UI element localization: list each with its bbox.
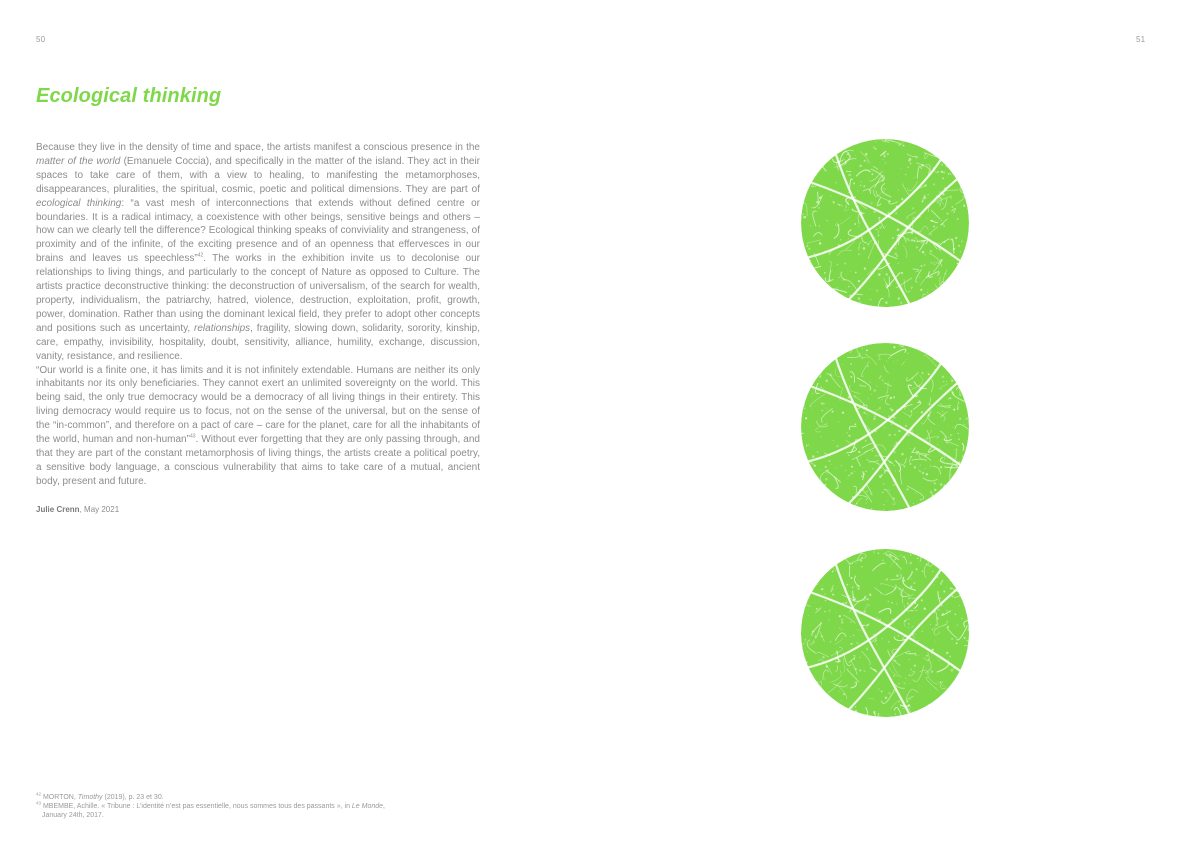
footnote-ref: 43 (189, 433, 196, 440)
author-name: Julie Crenn (36, 505, 80, 514)
essay-paragraph-2 (36, 364, 480, 489)
green-leaf-circle-icon (801, 139, 969, 307)
footnote-43 (36, 802, 496, 811)
footnote-43-continued: January 24th, 2017. (42, 812, 104, 819)
page-number-right: 51 (1136, 35, 1146, 44)
essay-emphasis: relationships (194, 322, 251, 334)
essay-body (36, 141, 480, 489)
page-number-left: 50 (36, 35, 46, 44)
essay-text: . The works in the exhibition invite us to decolonise our relationships to living things, and particularly to the concept of Nature as opposed to Culture. The artists practice deconstructive thinking: the deconstruction of universalism, of the search for wealth, property, individualism, the patriarchy, hatred, violence, destruction, exploitation, profit, growth, power, domination. Rather than using the dominant lexical field, they prefer to adopt other concepts and positions such as uncertainty, (36, 253, 480, 334)
footnote-text: (2019), p. 23 et 30. (102, 794, 164, 801)
essay-emphasis: ecological thinking (36, 197, 122, 209)
essay-text: (Emanuele Coccia), and specifically in the matter of the island. They act in their spaces to take care of them, with a view to healing, to manifesting the metamorphoses, disappearances, pluralities, the spiritual, cosmic, poetic and political dimensions. They are part of (36, 155, 481, 195)
essay-text: : “a vast mesh of interconnections that extends without defined centre or boundaries. It is a radical intimacy, a coexistence with other beings, sensitive beings and others – how can we clearly tell the difference? Ecological thinking speaks of conviviality and strangeness, of proximity and of the infinite, of the exciting presence and of an openness that effervesces in our brains and leaves us speechless” (36, 197, 480, 265)
green-leaf-circle-icon (801, 549, 969, 717)
essay-text: Because they live in the density of time and space, the artists manifest a conscious presence in the (36, 142, 480, 153)
essay-paragraph-1 (36, 141, 480, 364)
footnote-number: 43 (36, 800, 42, 806)
green-leaf-circle-icon (801, 343, 969, 511)
footnote-text: MBEMBE, Achille. « Tribune : L’identité n’est pas essentielle, nous sommes tous des passants », in (41, 803, 352, 810)
footnote-emphasis: Le Monde (351, 803, 384, 810)
footnote-text: , (383, 803, 385, 810)
footnote-number: 42 (36, 791, 42, 797)
essay-text: “Our world is a finite one, it has limits and it is not infinitely extendable. Humans are neither its only inhabitants nor its only beneficiaries. They cannot exert an unlimited sovereignty on the world. This being said, the only true democracy would be a democracy of all living things in their entirety. This living democracy would require us to focus, not on the sense of the universal, but on the sense of the “in-common”, and therefore on a pact of care – care for the planet, care for all the inhabitants of the world, human and non-human” (36, 364, 480, 446)
author-signature (36, 505, 119, 514)
essay-emphasis: matter of the world (36, 155, 121, 167)
signature-date: , May 2021 (79, 505, 120, 514)
footnote-emphasis: Timothy (77, 794, 103, 801)
section-heading: Ecological thinking (36, 85, 222, 107)
essay-text: . Without ever forgetting that they are only passing through, and that they are part of the constant metamorphosis of living things, the artists create a political poetry, a sensitive body language, a conscious vulnerability that aims to take care of a mutual, ancient body, present and future. (36, 434, 480, 487)
footnote-ref: 42 (197, 252, 204, 259)
essay-text: , fragility, slowing down, solidarity, sorority, kinship, care, empathy, invisibility, hospitality, doubt, sensitivity, alliance, humility, exchange, discussion, vanity, resistance, and resilience. (36, 322, 480, 362)
footnote-text: MORTON, (41, 794, 78, 801)
footnote-42 (36, 793, 496, 802)
footnotes (36, 793, 496, 820)
